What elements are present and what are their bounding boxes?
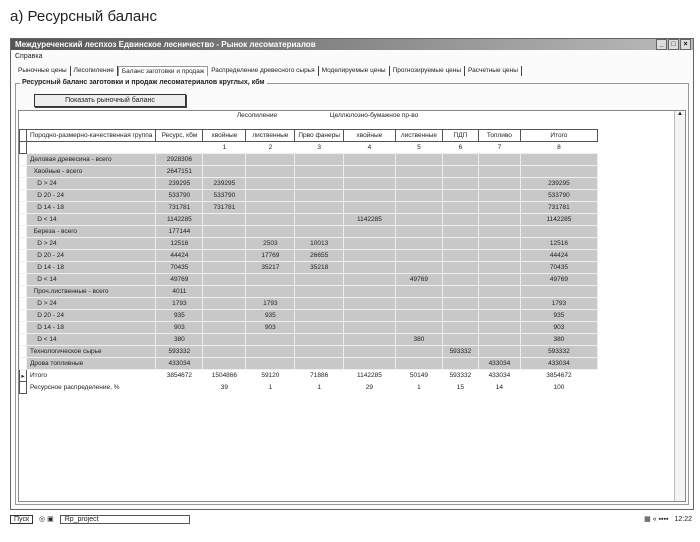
cell bbox=[246, 190, 295, 202]
cell bbox=[343, 202, 395, 214]
cell bbox=[442, 226, 478, 238]
cell: 39 bbox=[220, 384, 228, 391]
cell bbox=[395, 346, 442, 358]
cell: 380 bbox=[395, 334, 442, 346]
balance-grid bbox=[18, 110, 686, 502]
cell: 433034 bbox=[488, 372, 511, 380]
row-selector[interactable] bbox=[20, 226, 27, 238]
cell bbox=[203, 286, 246, 298]
cell bbox=[520, 226, 597, 238]
row-selector[interactable]: ▸ bbox=[20, 370, 27, 382]
cell bbox=[395, 226, 442, 238]
column-number-row[interactable] bbox=[20, 142, 598, 154]
table-row[interactable] bbox=[20, 214, 598, 226]
table-row[interactable] bbox=[20, 202, 598, 214]
cell bbox=[395, 202, 442, 214]
cell: 239295 bbox=[203, 178, 246, 190]
cell bbox=[520, 154, 597, 166]
cell bbox=[295, 334, 344, 346]
cell: 59120 bbox=[261, 372, 280, 380]
menu-help[interactable]: Справка bbox=[15, 53, 43, 60]
header-row[interactable] bbox=[20, 130, 598, 142]
cell bbox=[203, 166, 246, 178]
cell bbox=[395, 238, 442, 250]
quick-launch-icon[interactable]: ◎ ▣ bbox=[39, 516, 54, 523]
table-row[interactable] bbox=[20, 190, 598, 202]
cell bbox=[478, 178, 520, 190]
cell: 935 bbox=[156, 310, 203, 322]
cell bbox=[395, 262, 442, 274]
cell bbox=[442, 322, 478, 334]
cell bbox=[295, 154, 344, 166]
cell: 380 bbox=[520, 334, 597, 346]
cell bbox=[343, 358, 395, 370]
cell: 44424 bbox=[156, 250, 203, 262]
cell bbox=[478, 190, 520, 202]
cell bbox=[203, 322, 246, 334]
row-label: D > 24 bbox=[27, 178, 156, 190]
cell: 7 bbox=[497, 144, 502, 151]
cell: 533790 bbox=[156, 190, 203, 202]
balance-group bbox=[15, 79, 689, 505]
tab-0[interactable]: Рыночные цены bbox=[15, 66, 71, 76]
cell: 433034 bbox=[156, 358, 203, 370]
cell bbox=[246, 178, 295, 190]
cell bbox=[246, 214, 295, 226]
cell bbox=[395, 154, 442, 166]
cell: 593332 bbox=[442, 346, 478, 358]
cell: 1 bbox=[417, 384, 421, 391]
row-label: D < 14 bbox=[27, 214, 156, 226]
cell: 70435 bbox=[520, 262, 597, 274]
table-row[interactable] bbox=[20, 154, 598, 166]
row-selector[interactable] bbox=[20, 130, 27, 142]
cell: Прво фанеры bbox=[295, 130, 344, 142]
cell: 731781 bbox=[520, 202, 597, 214]
cell bbox=[203, 310, 246, 322]
cell bbox=[442, 214, 478, 226]
cell bbox=[295, 274, 344, 286]
cell bbox=[343, 250, 395, 262]
cell bbox=[343, 286, 395, 298]
cell bbox=[478, 250, 520, 262]
cell bbox=[246, 358, 295, 370]
table-row[interactable] bbox=[20, 178, 598, 190]
cell: 6 bbox=[458, 144, 463, 151]
table-row[interactable] bbox=[20, 298, 598, 310]
table-row[interactable] bbox=[20, 322, 598, 334]
cell bbox=[442, 286, 478, 298]
cell bbox=[478, 346, 520, 358]
table-row[interactable] bbox=[20, 274, 598, 286]
cell: 35218 bbox=[295, 262, 344, 274]
header-sawmill: Лесопиление bbox=[236, 112, 278, 119]
row-label: D < 14 bbox=[27, 334, 156, 346]
cell bbox=[442, 190, 478, 202]
cell: 5 bbox=[417, 144, 421, 151]
row-label: Хвойные - всего bbox=[27, 166, 156, 178]
cell bbox=[395, 214, 442, 226]
cell: 26655 bbox=[295, 250, 344, 262]
row-selector[interactable] bbox=[20, 322, 27, 334]
row-label: Породно-размерно-качественная группа bbox=[27, 130, 156, 142]
cell: хвойные bbox=[203, 130, 246, 142]
row-selector[interactable] bbox=[20, 142, 27, 154]
cell: 1142285 bbox=[156, 214, 203, 226]
row-selector[interactable] bbox=[20, 262, 27, 274]
cell bbox=[395, 166, 442, 178]
cell bbox=[203, 274, 246, 286]
cell bbox=[395, 358, 442, 370]
cell: лиственные bbox=[246, 130, 295, 142]
cell bbox=[203, 358, 246, 370]
cell bbox=[203, 346, 246, 358]
row-selector[interactable] bbox=[20, 358, 27, 370]
cell bbox=[343, 238, 395, 250]
cell: 29 bbox=[365, 384, 374, 391]
row-label: D 20 - 24 bbox=[27, 190, 156, 202]
row-selector[interactable] bbox=[20, 202, 27, 214]
cell bbox=[295, 166, 344, 178]
cell: 49769 bbox=[156, 274, 203, 286]
cell: 15 bbox=[456, 384, 465, 391]
cell: 533790 bbox=[520, 190, 597, 202]
tab-strip bbox=[11, 63, 693, 76]
row-selector[interactable] bbox=[20, 310, 27, 322]
cell bbox=[478, 334, 520, 346]
cell bbox=[442, 202, 478, 214]
cell bbox=[478, 310, 520, 322]
table-row[interactable] bbox=[20, 238, 598, 250]
row-label: Технологическое сырье bbox=[27, 346, 156, 358]
cell: 731781 bbox=[156, 202, 203, 214]
cell: 17769 bbox=[246, 250, 295, 262]
cell bbox=[295, 298, 344, 310]
cell: 4 bbox=[367, 144, 372, 151]
row-selector[interactable] bbox=[20, 214, 27, 226]
row-label: D 20 - 24 bbox=[27, 250, 156, 262]
row-label: D 14 - 18 bbox=[27, 262, 156, 274]
title-bar bbox=[11, 39, 693, 50]
row-selector[interactable] bbox=[20, 382, 27, 394]
row-label: D 20 - 24 bbox=[27, 310, 156, 322]
cell: 1 bbox=[268, 384, 273, 391]
cell bbox=[343, 178, 395, 190]
cell: 239295 bbox=[156, 178, 203, 190]
cell bbox=[478, 166, 520, 178]
cell bbox=[343, 226, 395, 238]
app-window bbox=[10, 38, 694, 510]
cell bbox=[395, 178, 442, 190]
cell bbox=[295, 346, 344, 358]
row-label: D 14 - 18 bbox=[27, 322, 156, 334]
cell bbox=[203, 154, 246, 166]
cell: 70435 bbox=[156, 262, 203, 274]
cell: 12516 bbox=[156, 238, 203, 250]
cell bbox=[395, 190, 442, 202]
cell: 533790 bbox=[203, 190, 246, 202]
tab-1[interactable]: Лесопиление bbox=[71, 66, 118, 76]
table-row[interactable] bbox=[20, 310, 598, 322]
cell: 731781 bbox=[203, 202, 246, 214]
cell bbox=[478, 154, 520, 166]
cell: хвойные bbox=[343, 130, 395, 142]
cell: ПДП bbox=[442, 130, 478, 142]
row-selector[interactable] bbox=[20, 274, 27, 286]
cell: 1793 bbox=[246, 298, 295, 310]
cell: 433034 bbox=[520, 358, 597, 370]
cell: 10013 bbox=[295, 238, 344, 250]
row-selector[interactable] bbox=[20, 154, 27, 166]
cell bbox=[246, 166, 295, 178]
cell bbox=[395, 250, 442, 262]
cell bbox=[343, 310, 395, 322]
cell bbox=[203, 226, 246, 238]
row-selector[interactable] bbox=[20, 286, 27, 298]
cell bbox=[442, 166, 478, 178]
row-label: Ресурсное распределение, % bbox=[30, 384, 120, 391]
cell bbox=[203, 238, 246, 250]
show-market-balance-button[interactable]: Показать рыночный баланс bbox=[34, 94, 186, 107]
cell bbox=[343, 322, 395, 334]
row-selector[interactable] bbox=[20, 334, 27, 346]
totals-row[interactable] bbox=[20, 370, 598, 382]
cell: 177144 bbox=[156, 226, 203, 238]
table-row[interactable] bbox=[20, 286, 598, 298]
row-selector[interactable] bbox=[20, 190, 27, 202]
cell bbox=[295, 226, 344, 238]
cell bbox=[203, 250, 246, 262]
cell bbox=[295, 190, 344, 202]
cell: 1142285 bbox=[357, 372, 382, 380]
cell bbox=[395, 310, 442, 322]
row-label: Деловая древесина - всего bbox=[27, 154, 156, 166]
cell: 44424 bbox=[520, 250, 597, 262]
close-button[interactable]: × bbox=[680, 39, 691, 50]
cell bbox=[478, 226, 520, 238]
cell bbox=[478, 202, 520, 214]
cell bbox=[203, 334, 246, 346]
row-selector[interactable] bbox=[20, 250, 27, 262]
tab-3[interactable]: Распределение древесного сырья bbox=[208, 66, 318, 76]
cell: 14 bbox=[495, 384, 504, 391]
cell: 1 bbox=[317, 384, 321, 391]
cell bbox=[246, 226, 295, 238]
cell: 1504866 bbox=[211, 372, 238, 380]
cell bbox=[246, 202, 295, 214]
cell: 1 bbox=[222, 144, 227, 151]
cell bbox=[246, 154, 295, 166]
figure-caption: а) Ресурсный баланс bbox=[10, 8, 157, 25]
cell bbox=[343, 190, 395, 202]
table-row[interactable] bbox=[20, 262, 598, 274]
cell: Итого bbox=[520, 130, 597, 142]
group-label: Ресурсный баланс заготовки и продаж лесоматериалов круглых, кбм bbox=[22, 79, 265, 86]
cell: 593332 bbox=[520, 346, 597, 358]
cell bbox=[295, 214, 344, 226]
row-label bbox=[27, 142, 156, 154]
cell bbox=[478, 322, 520, 334]
cell bbox=[246, 346, 295, 358]
cell bbox=[395, 298, 442, 310]
cell bbox=[478, 286, 520, 298]
cell bbox=[343, 274, 395, 286]
cell: 50149 bbox=[409, 372, 428, 380]
row-label: D 14 - 18 bbox=[27, 202, 156, 214]
percent-row[interactable] bbox=[20, 382, 598, 394]
table-row[interactable] bbox=[20, 226, 598, 238]
maximize-button[interactable]: □ bbox=[668, 39, 679, 50]
cell bbox=[343, 166, 395, 178]
tab-5[interactable]: Прогнозируемые цены bbox=[390, 66, 465, 76]
cell bbox=[395, 286, 442, 298]
cell: 380 bbox=[156, 334, 203, 346]
cell bbox=[295, 178, 344, 190]
scroll-up-icon[interactable]: ▲ bbox=[677, 111, 683, 117]
row-label: Проч.лиственные - всего bbox=[27, 286, 156, 298]
cell: 2647151 bbox=[156, 166, 203, 178]
cell bbox=[203, 262, 246, 274]
cell: 4011 bbox=[156, 286, 203, 298]
cell bbox=[295, 202, 344, 214]
cell: 1142285 bbox=[520, 214, 597, 226]
clock: 12:22 bbox=[674, 515, 692, 523]
tab-2[interactable]: Баланс заготовки и продаж bbox=[118, 66, 208, 76]
cell: 49769 bbox=[520, 274, 597, 286]
cell bbox=[520, 286, 597, 298]
cell: 3854672 bbox=[166, 372, 193, 380]
system-tray-icons: ▦ « ▪▪▪▪ bbox=[644, 516, 669, 523]
cell bbox=[442, 154, 478, 166]
table-row[interactable] bbox=[20, 166, 598, 178]
table-row[interactable] bbox=[20, 334, 598, 346]
cell bbox=[343, 154, 395, 166]
cell bbox=[478, 298, 520, 310]
cell bbox=[246, 286, 295, 298]
balance-table bbox=[19, 129, 598, 394]
cell: 49769 bbox=[395, 274, 442, 286]
row-label: Итого bbox=[30, 372, 48, 380]
cell: 593332 bbox=[449, 372, 472, 380]
cell bbox=[343, 334, 395, 346]
cell bbox=[442, 262, 478, 274]
row-label: D > 24 bbox=[27, 298, 156, 310]
cell: 8 bbox=[557, 144, 561, 151]
cell: 2503 bbox=[246, 238, 295, 250]
row-selector[interactable] bbox=[20, 178, 27, 190]
cell bbox=[395, 322, 442, 334]
cell bbox=[246, 334, 295, 346]
cell bbox=[295, 286, 344, 298]
row-label: Береза - всего bbox=[27, 226, 156, 238]
cell: Топливо bbox=[478, 130, 520, 142]
cell bbox=[478, 274, 520, 286]
taskbar bbox=[10, 512, 692, 526]
cell: 903 bbox=[156, 322, 203, 334]
row-selector[interactable] bbox=[20, 238, 27, 250]
window-title: Междуреченский леспхоз Едвинское лесничество - Рынок лесоматериалов bbox=[15, 40, 316, 49]
cell bbox=[156, 142, 203, 154]
cell bbox=[343, 346, 395, 358]
table-row[interactable] bbox=[20, 250, 598, 262]
cell bbox=[343, 298, 395, 310]
cell: 12516 bbox=[520, 238, 597, 250]
cell: 935 bbox=[520, 310, 597, 322]
cell bbox=[295, 310, 344, 322]
cell: 3 bbox=[317, 144, 321, 151]
row-selector[interactable] bbox=[20, 166, 27, 178]
cell bbox=[295, 322, 344, 334]
table-row[interactable] bbox=[20, 346, 598, 358]
table-row[interactable] bbox=[20, 358, 598, 370]
cell: 71886 bbox=[310, 372, 329, 380]
cell: 35217 bbox=[246, 262, 295, 274]
cell: 593332 bbox=[156, 346, 203, 358]
cell bbox=[442, 238, 478, 250]
minimize-button[interactable]: _ bbox=[656, 39, 667, 50]
row-selector[interactable] bbox=[20, 346, 27, 358]
cell bbox=[295, 358, 344, 370]
tab-4[interactable]: Моделируемые цены bbox=[319, 66, 390, 76]
cell bbox=[442, 250, 478, 262]
cell bbox=[203, 298, 246, 310]
taskbar-item-rp-project[interactable]: Rp_project bbox=[60, 515, 190, 524]
row-label: D < 14 bbox=[27, 274, 156, 286]
cell bbox=[442, 334, 478, 346]
cell bbox=[156, 382, 203, 394]
tab-6[interactable]: Расчетные цены bbox=[465, 66, 522, 76]
cell bbox=[442, 358, 478, 370]
cell: 935 bbox=[246, 310, 295, 322]
cell bbox=[442, 298, 478, 310]
cell: 100 bbox=[553, 384, 565, 391]
cell bbox=[478, 238, 520, 250]
cell: 2928306 bbox=[156, 154, 203, 166]
cell bbox=[442, 310, 478, 322]
cell: 903 bbox=[246, 322, 295, 334]
cell: 1793 bbox=[156, 298, 203, 310]
header-pulp: Целлюлозно-бумажное пр-во bbox=[329, 112, 419, 119]
cell: 2 bbox=[268, 144, 273, 151]
cell: лиственные bbox=[395, 130, 442, 142]
cell bbox=[520, 166, 597, 178]
cell bbox=[478, 262, 520, 274]
start-button[interactable]: Пуск bbox=[10, 515, 33, 524]
cell bbox=[343, 262, 395, 274]
cell: 3854672 bbox=[546, 372, 572, 380]
cell bbox=[246, 274, 295, 286]
row-label: Дрова топливные bbox=[27, 358, 156, 370]
cell: 1793 bbox=[520, 298, 597, 310]
row-label: D > 24 bbox=[27, 238, 156, 250]
cell: 1142285 bbox=[343, 214, 395, 226]
cell bbox=[442, 178, 478, 190]
cell bbox=[478, 214, 520, 226]
cell: Ресурс, кбм bbox=[156, 130, 203, 142]
cell: 433034 bbox=[478, 358, 520, 370]
cell: 903 bbox=[520, 322, 597, 334]
cell: 239295 bbox=[520, 178, 597, 190]
cell bbox=[442, 274, 478, 286]
cell bbox=[203, 214, 246, 226]
vertical-scrollbar[interactable] bbox=[674, 111, 685, 501]
row-selector[interactable] bbox=[20, 298, 27, 310]
